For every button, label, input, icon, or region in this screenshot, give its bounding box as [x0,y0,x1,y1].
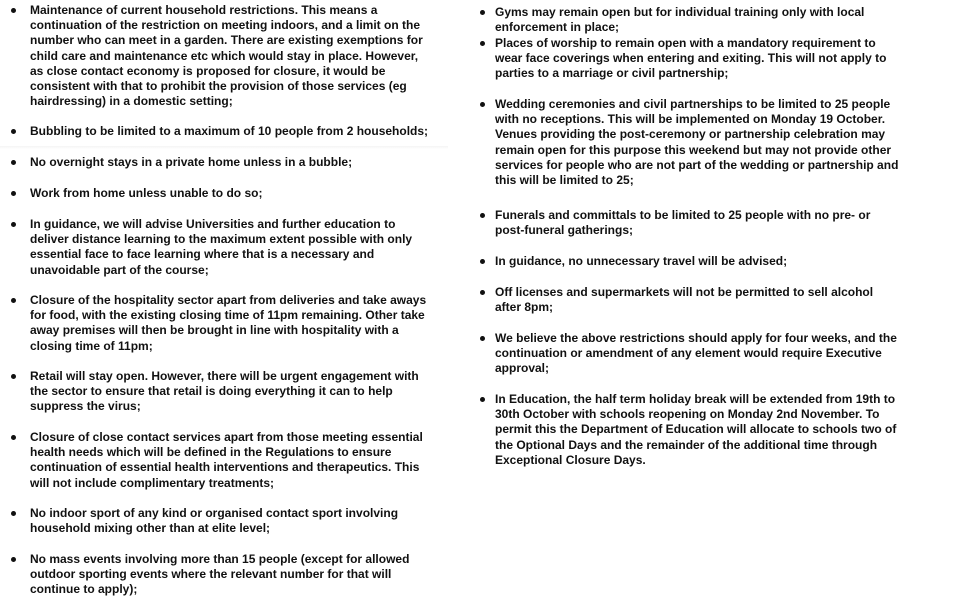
bullet-icon [480,41,485,46]
bullet-icon [480,397,485,402]
list-item-text: Places of worship to remain open with a mandatory requirement to wear face coverings when entering and exiting. This will not apply to parties to a marriage or civil partnership; [495,36,887,81]
bullet-icon [480,259,485,264]
bullet-icon [11,511,16,516]
bullet-icon [480,10,485,15]
list-item-text: Gyms may remain open but for individual training only with local enforcement in place; [495,5,865,35]
bullet-icon [11,435,16,440]
bullet-icon [11,298,16,303]
bullet-icon [480,290,485,295]
bullet-icon [11,8,16,13]
list-item-text: Closure of the hospitality sector apart from deliveries and take aways for food, with the existing closing time of 11pm remaining. Other take away premises will then be brought in line with hospitality with a closing time of 11pm; [30,293,427,353]
list-item-text: We believe the above restrictions should apply for four weeks, and the continuation or amendment of any element would require Executive approval; [495,331,897,376]
list-item-text: In guidance, no unnecessary travel will be advised; [495,254,788,268]
list-item-text: In Education, the half term holiday break will be extended from 19th to 30th October with schools reopening on Monday 2nd November. To permit this the Department of Education will allocate to schools two of the Optional Days and the remainder of the additional time through Exceptional Closure Days. [495,392,897,467]
list-item-text: Closure of close contact services apart from those meeting essential health needs which will be defined in the Regulations to ensure continuation of essential health interventions and therapeutics. This will not include complimentary treatments; [30,430,423,490]
list-item-text: In guidance, we will advise Universities and further education to deliver distance learning to the maximum extent possible with only essential face to face learning where that is a necessary and unavoidable part of the course; [30,217,413,277]
list-item-text: No indoor sport of any kind or organised contact sport involving household mixing other than at elite level; [30,506,399,536]
list-item-text: Funerals and committals to be limited to 25 people with no pre- or post-funeral gatherings; [495,208,871,238]
bullet-icon [11,191,16,196]
list-item-text: No overnight stays in a private home unless in a bubble; [30,155,353,169]
list-item-text: Off licenses and supermarkets will not be permitted to sell alcohol after 8pm; [495,285,874,315]
page-fold-divider [0,146,448,149]
list-item-text: Retail will stay open. However, there will be urgent engagement with the sector to ensure that retail is doing everything it can to help suppress the virus; [30,369,419,414]
bullet-icon [480,213,485,218]
bullet-icon [11,557,16,562]
list-item-text: Bubbling to be limited to a maximum of 10 people from 2 households; [30,124,429,138]
list-item-text: No mass events involving more than 15 people (except for allowed outdoor sporting events where the relevant number for that will continue to apply); [30,552,410,597]
bullet-icon [11,222,16,227]
bullet-icon [480,102,485,107]
bullet-icon [11,374,16,379]
bullet-icon [11,129,16,134]
bullet-icon [11,160,16,165]
list-item-text: Wedding ceremonies and civil partnerships to be limited to 25 people with no receptions. This will be implemented on Monday 19 October. Venues providing the post-ceremony or partnership celebration may remain open for this purpose this weekend but may not provide other services for people who are not part of the wedding or partnership and this will be limited to 25; [495,97,899,188]
list-item-text: Maintenance of current household restrictions. This means a continuation of the restriction on meeting indoors, and a limit on the number who can meet in a garden. There are existing exemptions for child care and maintenance etc which would stay in place. However, as close contact economy is proposed for closure, it would be consistent with that to prohibit the provision of those services (eg hairdressing) in a domestic setting; [30,3,423,109]
bullet-icon [480,336,485,341]
list-item-text: Work from home unless unable to do so; [30,186,263,200]
